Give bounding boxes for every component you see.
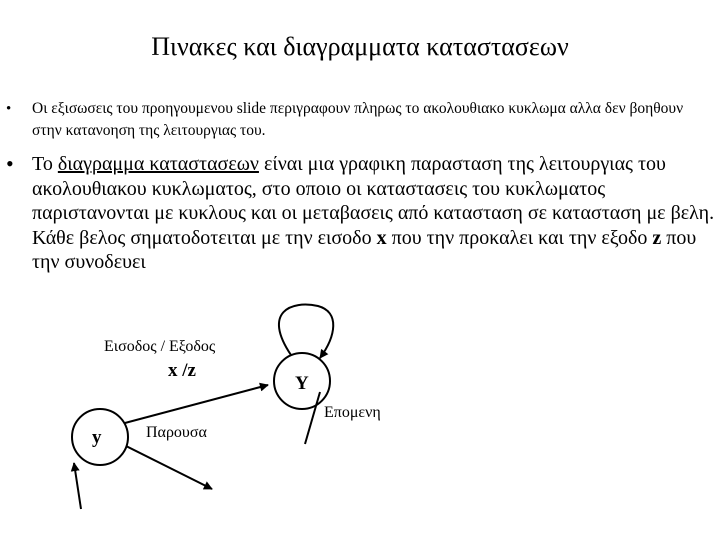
input-symbol: x [376,226,387,249]
bullet-text-part: Το [32,153,58,175]
input-output-label: Εισοδος / Εξοδος [104,338,216,355]
transition-label: x /z [168,360,196,381]
bullet-text-1: Οι εξισωσεις του προηγουμενου slide περιγραφουν πληρως το ακολουθιακο κυκλωμα αλλα δεν βοηθουν στην κατανοηση της λειτουργιας του. [32,100,684,139]
bullet-marker: • [6,101,12,117]
bullet-marker: • [6,151,14,176]
present-state-symbol: y [92,427,102,448]
slide-title: Πινακες και διαγραμματα καταστασεων [151,32,569,61]
transition-arrow [125,385,268,423]
bullet-text-part: που την συνοδευει [32,226,697,273]
present-state-label: Παρουσα [146,424,207,441]
incoming-arrow [74,463,81,509]
output-symbol: z [652,226,662,249]
outgoing-arrow [126,446,212,489]
next-state-symbol: Y [295,373,309,394]
bullet-text-part: που την προκαλει και την εξοδο [386,226,653,249]
state-diagram-term: διαγραμμα καταστασεων [57,153,259,175]
next-pointer-line [305,392,320,444]
self-loop-arrow [279,305,333,358]
next-state-label: Επομενη [324,404,381,421]
bullet-text-part: είναι μια γραφικη παρασταση της λειτουργιας του ακολουθιακου κυκλωματος, στο οποιο οι καταστασεις του κυκλωματος παριστανονται με κυκλους και οι μεταβασεις από κατασταση σε κατασταση με βελη. Κάθε βελος σηματοδοτειται με την εισοδο [32,153,715,249]
